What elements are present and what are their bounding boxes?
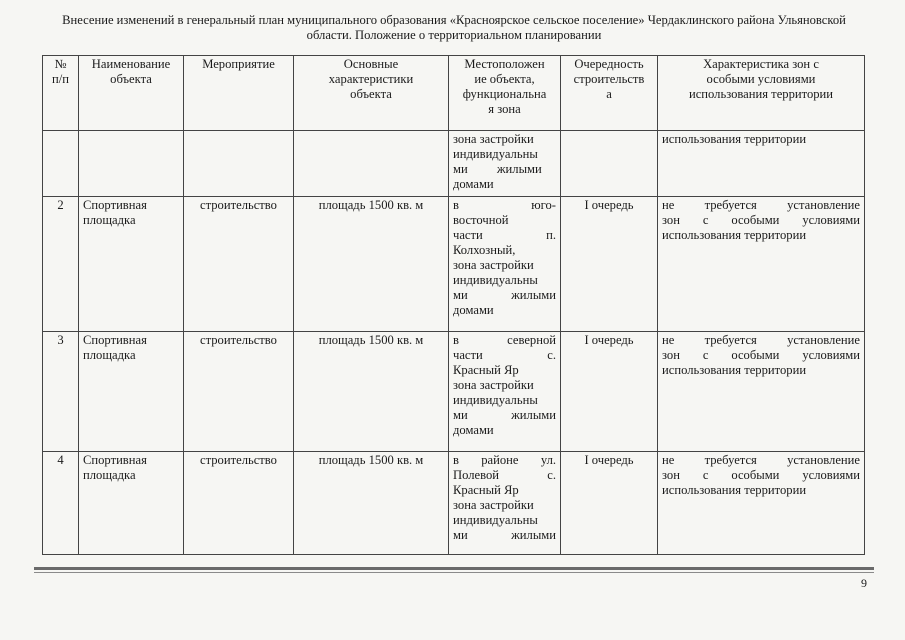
cell-queue: I очередь (561, 332, 658, 452)
location-line: индивидуальны (453, 273, 538, 287)
location-line: зона застройки (453, 258, 534, 272)
location-line: индивидуальны (453, 147, 538, 161)
location-line: Красный Яр (453, 363, 519, 377)
zones-line: зон с особыми условиями (662, 348, 860, 362)
cell-specs (294, 131, 449, 197)
location-line: индивидуальны (453, 513, 538, 527)
col-header-name-line: объекта (110, 72, 152, 86)
col-header-zones-line: Характеристика зон с (703, 57, 819, 71)
table-row (43, 452, 865, 555)
cell-location (449, 131, 561, 197)
col-header-zones-line: особыми условиями (706, 72, 816, 86)
cell-event: строительство (184, 332, 294, 452)
location-line: зона застройки (453, 132, 534, 146)
col-header-num-line: п/п (52, 72, 69, 86)
name-line: площадка (83, 348, 136, 362)
col-header-location-line: ие объекта, (474, 72, 535, 86)
zones-line: использования территории (662, 132, 807, 146)
cell-location (449, 197, 561, 332)
location-line: домами (453, 303, 494, 317)
location-line: в юго- (453, 198, 556, 212)
zones-line: зон с особыми условиями (662, 213, 860, 227)
col-header-name-line: Наименование (91, 57, 171, 71)
location-line: Колхозный, (453, 243, 516, 257)
col-header-location-line: я зона (488, 102, 521, 116)
col-header-queue (561, 56, 658, 131)
location-line: Красный Яр (453, 483, 519, 497)
table-row (43, 131, 865, 197)
cell-specs: площадь 1500 кв. м (294, 452, 449, 555)
location-line: домами (453, 423, 494, 437)
header-line-2: области. Положение о территориальном планировании (306, 28, 602, 42)
cell-name (79, 452, 184, 555)
cell-num: 3 (43, 332, 79, 452)
page-header (36, 13, 872, 43)
col-header-specs (294, 56, 449, 131)
cell-location (449, 452, 561, 555)
cell-specs: площадь 1500 кв. м (294, 332, 449, 452)
col-header-event (184, 56, 294, 131)
table-row (43, 197, 865, 332)
cell-event: строительство (184, 197, 294, 332)
zones-line: зон с особыми условиями (662, 468, 860, 482)
name-line: площадка (83, 468, 136, 482)
name-line: Спортивная (83, 453, 147, 467)
zones-line: не требуется установление (662, 333, 860, 347)
cell-queue (561, 131, 658, 197)
zones-line: использования территории (662, 363, 807, 377)
location-line: Полевой с. (453, 468, 556, 482)
cell-event (184, 131, 294, 197)
cell-name (79, 332, 184, 452)
col-header-num (43, 56, 79, 131)
col-header-zones-line: использования территории (688, 87, 834, 101)
header-line-1: Внесение изменений в генеральный план муниципального образования «Красноярское сельское поселение» Чердаклинского района Ульяновской (62, 13, 846, 27)
cell-zones (658, 197, 865, 332)
cell-num: 4 (43, 452, 79, 555)
col-header-location (449, 56, 561, 131)
col-header-queue-line: Очередность (574, 57, 644, 71)
name-line: Спортивная (83, 333, 147, 347)
cell-num: 2 (43, 197, 79, 332)
zones-line: не требуется установление (662, 198, 860, 212)
table-row (43, 332, 865, 452)
page-number: 9 (861, 576, 867, 590)
footer-rule-thin (34, 572, 874, 573)
col-header-event-line: Мероприятие (202, 57, 275, 71)
location-line: домами (453, 177, 494, 191)
table-header-row (43, 56, 865, 131)
col-header-queue-line: строительств (573, 72, 645, 86)
zones-line: использования территории (662, 228, 807, 242)
location-line: в районе ул. (453, 453, 556, 467)
cell-event: строительство (184, 452, 294, 555)
cell-queue: I очередь (561, 197, 658, 332)
cell-name (79, 197, 184, 332)
col-header-specs-line: объекта (350, 87, 392, 101)
zones-line: использования территории (662, 483, 807, 497)
col-header-queue-line: а (606, 87, 612, 101)
col-header-specs-line: характеристики (328, 72, 414, 86)
location-line: индивидуальны (453, 393, 538, 407)
location-line: части с. (453, 348, 556, 362)
location-line: в северной (453, 333, 556, 347)
zones-line: не требуется установление (662, 453, 860, 467)
name-line: площадка (83, 213, 136, 227)
cell-zones (658, 131, 865, 197)
name-line: Спортивная (83, 198, 147, 212)
cell-num (43, 131, 79, 197)
location-line: ми жилыми (453, 408, 556, 422)
objects-table (42, 55, 865, 555)
cell-zones (658, 452, 865, 555)
col-header-num-line: № (54, 57, 67, 71)
col-header-name (79, 56, 184, 131)
cell-location (449, 332, 561, 452)
location-line: зона застройки (453, 378, 534, 392)
cell-queue: I очередь (561, 452, 658, 555)
location-line: зона застройки (453, 498, 534, 512)
location-line: ми жилыми (453, 162, 542, 176)
cell-specs: площадь 1500 кв. м (294, 197, 449, 332)
col-header-specs-line: Основные (343, 57, 399, 71)
cell-zones (658, 332, 865, 452)
location-line: ми жилыми (453, 528, 556, 542)
cell-name (79, 131, 184, 197)
col-header-location-line: функциональна (462, 87, 547, 101)
location-line: восточной (453, 213, 509, 227)
location-line: ми жилыми (453, 288, 556, 302)
location-line: части п. (453, 228, 556, 242)
col-header-zones (658, 56, 865, 131)
col-header-location-line: Местоположен (464, 57, 545, 71)
footer-rule-thick (34, 567, 874, 570)
